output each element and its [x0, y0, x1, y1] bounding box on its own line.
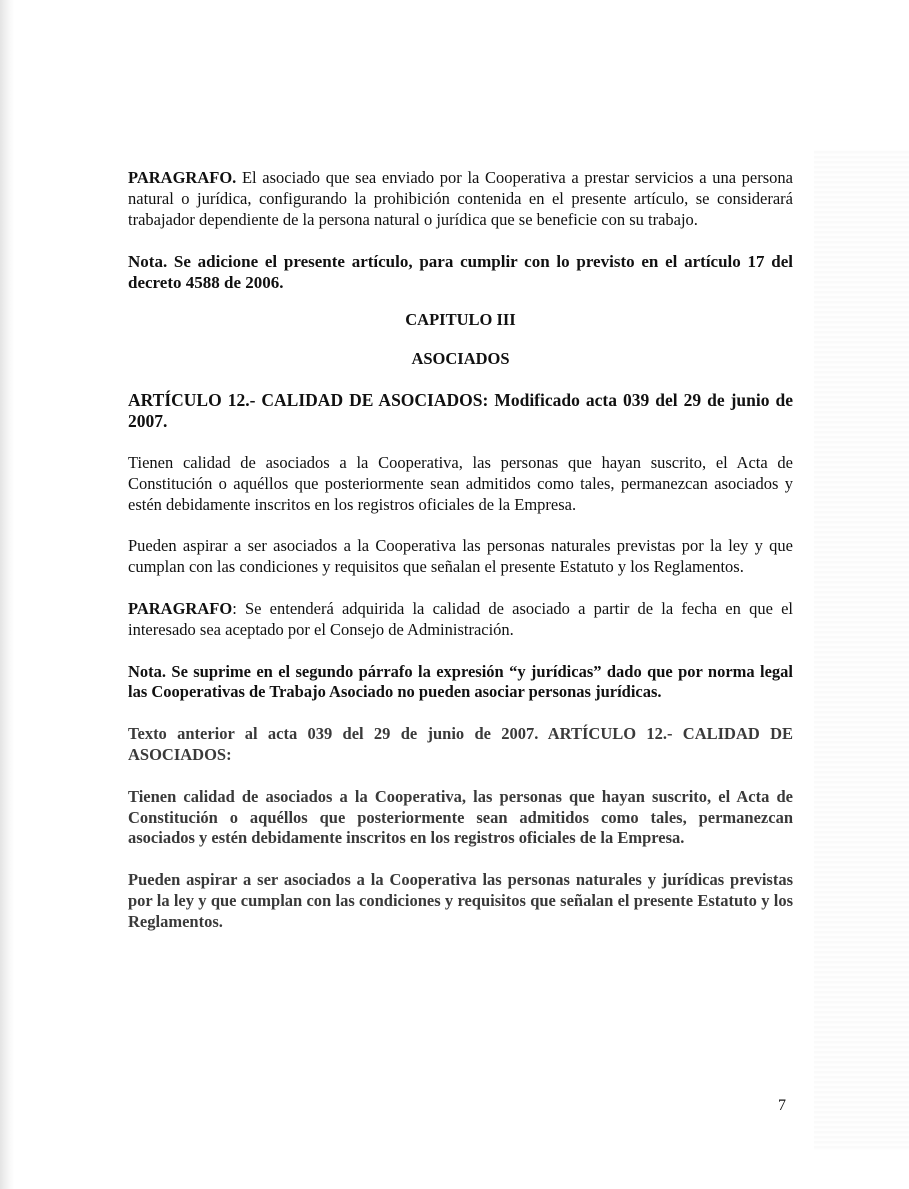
- article-12-body-2: Pueden aspirar a ser asociados a la Cooperativa las personas naturales previstas por la ley y que cumplan con las condiciones y requisitos que señalan el presente Estatuto y los Reglamentos.: [128, 536, 793, 577]
- chapter-title: CAPITULO III: [405, 310, 516, 330]
- paragrafo-paragraph: [128, 168, 793, 230]
- document-page: [128, 168, 793, 933]
- note-suppressed-expression: Nota. Se suprime en el segundo párrafo la expresión “y jurídicas” dado que por norma legal las Cooperativas de Trabajo Asociado no pueden asociar personas jurídicas.: [128, 661, 793, 702]
- previous-text-body-2: Pueden aspirar a ser asociados a la Cooperativa las personas naturales y jurídicas previstas por la ley y que cumplan con las condiciones y requisitos que señalan el presente Estatuto y los Reglamentos.: [128, 870, 793, 931]
- scan-noise-right: [814, 150, 909, 1150]
- article-12-heading: ARTÍCULO 12.- CALIDAD DE ASOCIADOS: Modificado acta 039 del 29 de junio de 2007.: [128, 389, 793, 431]
- section-title: ASOCIADOS: [411, 349, 510, 369]
- note-added-article: Nota. Se adicione el presente artículo, para cumplir con lo previsto en el artículo 17 del decreto 4588 de 2006.: [128, 252, 793, 293]
- page-number: 7: [778, 1097, 786, 1114]
- paragrafo-2-paragraph: [128, 599, 793, 641]
- article-12-body-1: Tienen calidad de asociados a la Cooperativa, las personas que hayan suscrito, el Acta de Constitución o aquéllos que posteriormente sean admitidos como tales, permanezcan asociados y estén debidamente inscritos en los registros oficiales de la Empresa.: [128, 452, 793, 514]
- paragrafo-2-text: : Se entenderá adquirida la calidad de asociado a partir de la fecha en que el interesado sea aceptado por el Consejo de Administración.: [128, 598, 793, 639]
- previous-text-heading: Texto anterior al acta 039 del 29 de junio de 2007. ARTÍCULO 12.- CALIDAD DE ASOCIADOS:: [128, 724, 793, 764]
- previous-text-body-1: Tienen calidad de asociados a la Cooperativa, las personas que hayan suscrito, el Acta de Constitución o aquéllos que posteriormente sean admitidos como tales, permanezcan asociados y estén debidamente inscritos en los registros oficiales de la Empresa.: [128, 786, 793, 848]
- paragrafo-label: PARAGRAFO.: [128, 168, 237, 187]
- paragrafo-2-label: PARAGRAFO: [128, 598, 233, 618]
- paragrafo-text: El asociado que sea enviado por la Cooperativa a prestar servicios a una persona natural o jurídica, configurando la prohibición contenida en el presente artículo, se considerará trabajador dependiente de la persona natural o jurídica que se beneficie con su trabajo.: [128, 168, 793, 229]
- scan-edge-shadow: [0, 0, 14, 1189]
